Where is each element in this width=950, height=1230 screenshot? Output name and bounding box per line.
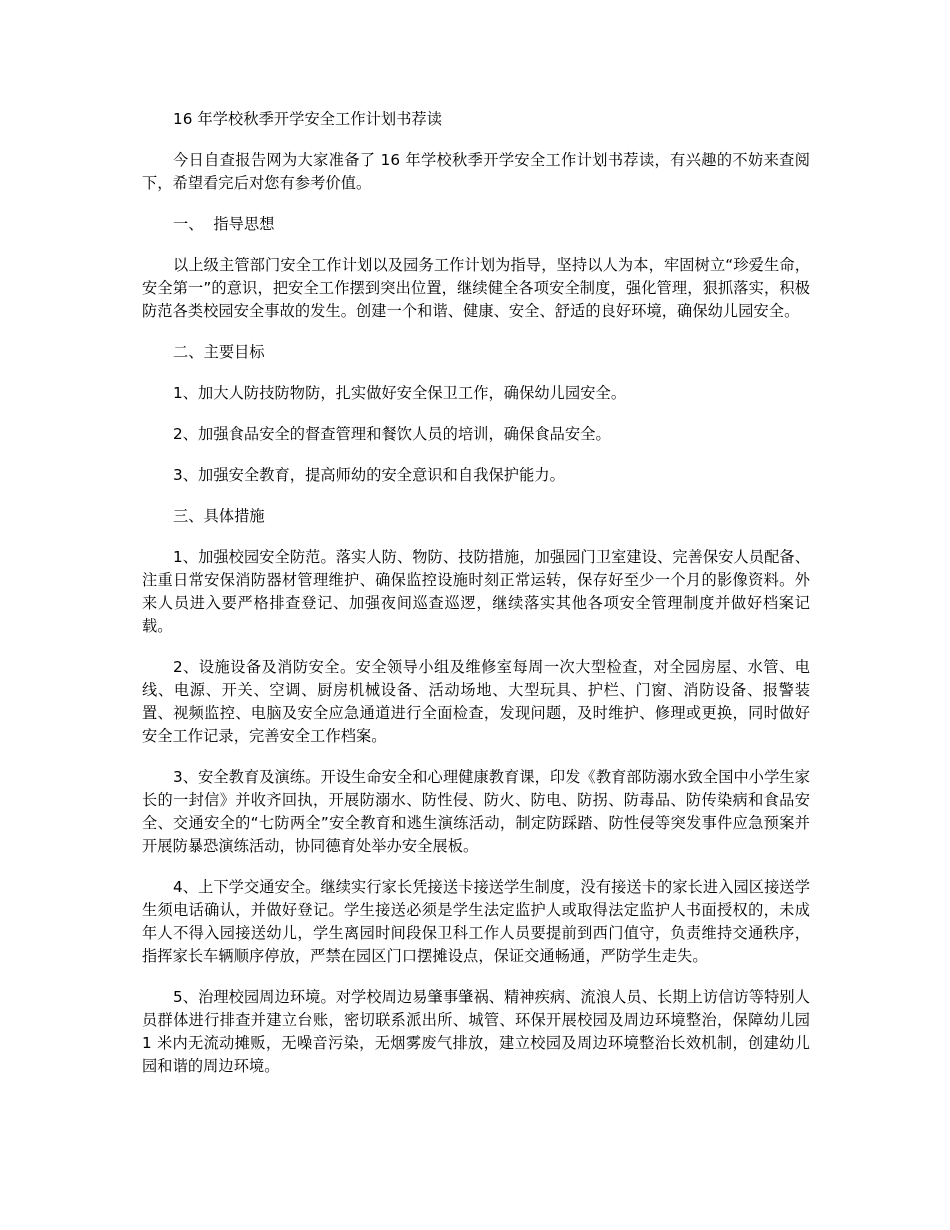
section-heading-measures: 三、具体措施 — [173, 507, 265, 525]
measure-item: 2、设施设备及消防安全。安全领导小组及维修室每周一次大型检查，对全园房屋、水管、电线、电源、开关、空调、厨房机械设备、活动场地、大型玩具、护栏、门窗、消防设备、报警装置、视频监控、电脑及安全应急通道进行全面检查，发现问题，及时维护、修理或更换，同时做好安全工作记录，完善安全工作档案。 — [142, 658, 810, 745]
document-page — [142, 108, 810, 1078]
section-heading-guiding-ideology: 一、 指导思想 — [173, 215, 275, 233]
measure-item: 1、加强校园安全防范。落实人防、物防、技防措施，加强园门卫室建设、完善保安人员配备、注重日常安保消防器材管理维护、确保监控设施时刻正常运转，保存好至少一个月的影像资料。外来人员进入要严格排查登记、加强夜间巡查巡逻，继续落实其他各项安全管理制度并做好档案记载。 — [142, 548, 810, 635]
measure-item: 5、治理校园周边环境。对学校周边易肇事肇祸、精神疾病、流浪人员、长期上访信访等特别人员群体进行排查并建立台账，密切联系派出所、城管、环保开展校园及周边环境整治，保障幼儿园 1 米内无流动摊贩，无噪音污染，无烟雾废气排放，建立校园及周边环境整治长效机制，创建幼儿园和谐的周边环境。 — [142, 988, 810, 1075]
measure-item: 4、上下学交通安全。继续实行家长凭接送卡接送学生制度，没有接送卡的家长进入园区接送学生须电话确认，并做好登记。学生接送必须是学生法定监护人或取得法定监护人书面授权的，未成年人不得入园接送幼儿，学生离园时间段保卫科工作人员要提前到西门值守，负责维持交通秩序，指挥家长车辆顺序停放，严禁在园区门口摆摊设点，保证交通畅通，严防学生走失。 — [142, 878, 810, 965]
section-body-guiding-ideology: 以上级主管部门安全工作计划以及园务工作计划为指导，坚持以人为本，牢固树立“珍爱生命，安全第一”的意识，把安全工作摆到突出位置，继续健全各项安全制度，强化管理，狠抓落实，积极防范各类校园安全事故的发生。创建一个和谐、健康、安全、舒适的良好环境，确保幼儿园安全。 — [142, 256, 810, 320]
document-title: 16 年学校秋季开学安全工作计划书荐读 — [173, 110, 443, 128]
section-heading-main-goals: 二、主要目标 — [173, 343, 265, 361]
goal-item: 3、加强安全教育，提高师幼的安全意识和自我保护能力。 — [173, 466, 565, 484]
goal-item: 1、加大人防技防物防，扎实做好安全保卫工作，确保幼儿园安全。 — [173, 384, 627, 402]
goal-item: 2、加强食品安全的督查管理和餐饮人员的培训，确保食品安全。 — [173, 425, 611, 443]
intro-paragraph: 今日自查报告网为大家准备了 16 年学校秋季开学安全工作计划书荐读，有兴趣的不妨来查阅下，希望看完后对您有参考价值。 — [142, 151, 810, 192]
measure-item: 3、安全教育及演练。开设生命安全和心理健康教育课，印发《教育部防溺水致全国中小学生家长的一封信》并收齐回执，开展防溺水、防性侵、防火、防电、防拐、防毒品、防传染病和食品安全、交通安全的“七防两全”安全教育和逃生演练活动，制定防踩踏、防性侵等突发事件应急预案并开展防暴恐演练活动，协同德育处举办安全展板。 — [142, 768, 810, 855]
